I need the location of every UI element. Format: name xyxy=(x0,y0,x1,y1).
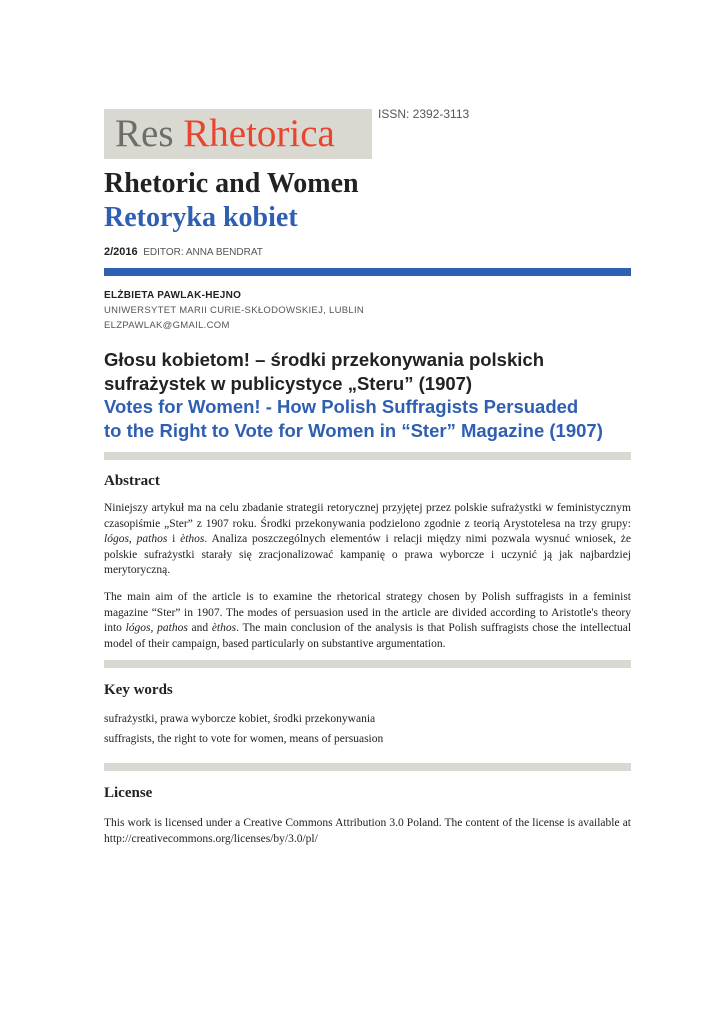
logo-res: Res xyxy=(115,112,174,155)
issue-editor: EDITOR: ANNA BENDRAT xyxy=(143,247,263,258)
article-title-pl-line1: Głosu kobietom! – środki przekonywania polskich xyxy=(104,349,544,370)
abstract-en-text: The main aim of the article is to examine the rhetorical strategy chosen by Polish suffragists in a feminist magazine “Ster” in 1907. The modes of persuasion used in the article are divided according to Aristotle's theory into xyxy=(104,591,631,634)
abstract-pl-text: Niniejszy artykuł ma na celu zbadanie strategii retorycznej przyjętej przez polskie sufrażystki w feministycznym czasopiśmie „Ster” z 1907 roku. Środki przekonywania podzielono zgodnie z teorią Arystotelesa na trzy grupy: xyxy=(104,502,631,530)
sep: and xyxy=(187,622,212,634)
keywords-en: suffragists, the right to vote for women, means of persuasion xyxy=(104,733,384,745)
issue-title-pl: Retoryka kobiet xyxy=(104,202,298,233)
article-title-en-line2: to the Right to Vote for Women in “Ster” Magazine (1907) xyxy=(104,419,603,441)
term-pathos: pathos xyxy=(136,533,168,545)
sep: , xyxy=(128,533,137,545)
journal-logo xyxy=(104,109,372,159)
article-title xyxy=(104,348,644,442)
gray-divider-2 xyxy=(104,660,631,668)
issue-number: 2/2016 xyxy=(104,246,138,258)
article-title-en-line1: Votes for Women! - How Polish Suffragists Persuaded xyxy=(104,396,579,417)
keywords-heading: Key words xyxy=(104,682,173,698)
issue-title-en: Rhetoric and Women xyxy=(104,168,359,199)
sep: , xyxy=(150,622,158,634)
issue-line xyxy=(104,246,263,258)
abstract-pl-text-end: . Analiza poszczególnych elementów i relacji między nimi pozwala wysnuć wniosek, że polskie sufrażystki starały się zracjonalizować kampanię o prawa wyborcze i uczynić ją jak najbardziej merytoryczną. xyxy=(104,533,631,576)
abstract-en xyxy=(104,590,631,652)
term-ethos: èthos xyxy=(211,622,237,634)
blue-divider xyxy=(104,268,631,276)
sep: i xyxy=(167,533,181,545)
term-pathos: pathos xyxy=(157,622,188,634)
term-logos: lógos xyxy=(125,622,151,634)
abstract-en-text-end: . The main conclusion of the analysis is that Polish suffragists chose the intellectual model of their campaign, based particularly on substantive argumentation. xyxy=(104,622,632,650)
author-email: ELZPAWLAK@GMAIL.COM xyxy=(104,320,230,331)
gray-divider-1 xyxy=(104,452,631,460)
abstract-pl xyxy=(104,501,631,579)
abstract-heading: Abstract xyxy=(104,473,160,489)
license-heading: License xyxy=(104,785,153,801)
issn: ISSN: 2392-3113 xyxy=(378,107,470,121)
article-title-pl-line2: sufrażystek w publicystyce „Steru” (1907) xyxy=(104,372,473,394)
keywords-pl: sufrażystki, prawa wyborcze kobiet, środki przekonywania xyxy=(104,713,376,725)
author-name: ELŻBIETA PAWLAK-HEJNO xyxy=(104,290,242,301)
logo-rhetorica: Rhetorica xyxy=(183,112,335,155)
term-ethos: èthos xyxy=(180,533,205,545)
term-logos: lógos xyxy=(104,533,129,545)
author-affiliation: UNIWERSYTET MARII CURIE-SKŁODOWSKIEJ, LUBLIN xyxy=(104,305,365,316)
gray-divider-3 xyxy=(104,763,631,771)
license-text: This work is licensed under a Creative Commons Attribution 3.0 Poland. The content of the license is available at http://creativecommons.org/licenses/by/3.0/pl/ xyxy=(104,817,631,845)
